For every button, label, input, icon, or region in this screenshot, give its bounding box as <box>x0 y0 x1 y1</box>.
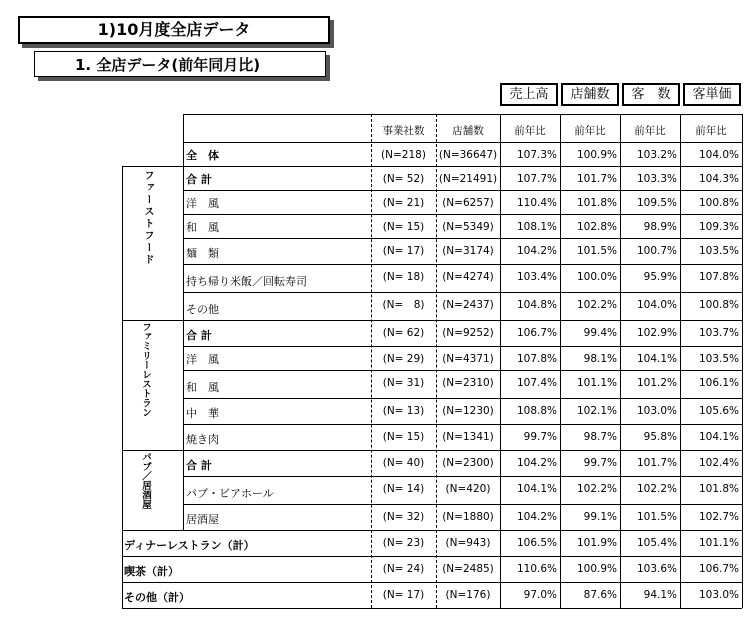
table-cell: 107.7% <box>516 173 557 185</box>
table-cell: 102.9% <box>636 327 677 339</box>
table-cell: 104.1% <box>698 431 739 443</box>
table-cell: 95.9% <box>643 271 677 283</box>
table-cell: 109.3% <box>698 221 739 233</box>
table-cell: 100.8% <box>698 197 739 209</box>
table-cell: (N=9252) <box>442 327 494 339</box>
row-label: 洋 風 <box>186 197 219 210</box>
row-label: 中 華 <box>186 407 219 420</box>
table-cell: 100.8% <box>698 299 739 311</box>
metric-header-customers: 客 数 <box>622 83 680 106</box>
row-label: 和 風 <box>186 221 219 234</box>
table-cell: (N=3174) <box>442 245 494 257</box>
row-label: 洋 風 <box>186 353 219 366</box>
table-rule <box>183 214 742 215</box>
table-cell: 103.6% <box>636 563 677 575</box>
table-cell: 106.5% <box>516 537 557 549</box>
subsection-heading: 1. 全店データ(前年同月比) <box>34 51 326 77</box>
table-cell: 103.0% <box>636 405 677 417</box>
table-cell: (N=420) <box>445 483 491 495</box>
table-cell: 107.8% <box>698 271 739 283</box>
table-cell: 106.7% <box>516 327 557 339</box>
table-rule <box>183 424 742 425</box>
table-cell: (N=2437) <box>442 299 494 311</box>
metric-header-sales: 売上高 <box>500 83 558 106</box>
column-header: 前年比 <box>514 125 546 137</box>
table-cell: 107.3% <box>516 149 557 161</box>
table-rule <box>183 398 742 399</box>
row-label: 持ち帰り米飯／回転寿司 <box>186 275 307 288</box>
row-label: 居酒屋 <box>186 513 219 526</box>
table-cell: 109.5% <box>636 197 677 209</box>
row-label: 和 風 <box>186 381 219 394</box>
table-rule <box>183 142 742 143</box>
row-label: 麺 類 <box>186 247 219 260</box>
table-cell: 102.1% <box>576 405 617 417</box>
metric-header-unit-price: 客単価 <box>683 83 741 106</box>
table-rule <box>183 264 742 265</box>
table-cell: 108.1% <box>516 221 557 233</box>
table-cell: 103.0% <box>698 589 739 601</box>
table-cell: (N= 21) <box>382 197 425 209</box>
table-cell: (N=2310) <box>442 377 494 389</box>
table-cell: 101.5% <box>576 245 617 257</box>
table-rule <box>122 320 742 321</box>
table-cell: (N= 15) <box>382 431 425 443</box>
row-label: その他（計） <box>124 591 190 604</box>
table-rule <box>183 370 742 371</box>
table-cell: 98.7% <box>583 431 617 443</box>
table-rule <box>122 608 742 609</box>
row-label: 合 計 <box>186 173 212 186</box>
table-cell: 104.2% <box>516 245 557 257</box>
table-cell: (N=6257) <box>442 197 494 209</box>
metric-header-stores: 店舗数 <box>561 83 619 106</box>
table-rule <box>122 166 123 608</box>
table-cell: 101.1% <box>698 537 739 549</box>
table-rule <box>122 166 742 167</box>
table-cell: (N=218) <box>381 149 426 161</box>
table-cell: 102.2% <box>636 483 677 495</box>
table-cell: (N= 15) <box>382 221 425 233</box>
table-cell: 100.9% <box>576 149 617 161</box>
table-cell: 102.8% <box>576 221 617 233</box>
column-header: 前年比 <box>695 125 727 137</box>
table-cell: (N= 23) <box>382 537 425 549</box>
table-cell: 101.2% <box>636 377 677 389</box>
table-cell: (N= 52) <box>382 173 425 185</box>
table-cell: 103.7% <box>698 327 739 339</box>
table-cell: (N=36647) <box>438 149 498 161</box>
table-rule <box>122 582 742 583</box>
table-cell: (N=5349) <box>442 221 494 233</box>
table-cell: (N= 13) <box>382 405 425 417</box>
table-cell: 101.5% <box>636 511 677 523</box>
table-cell: (N=943) <box>445 537 491 549</box>
table-cell: 98.9% <box>643 221 677 233</box>
row-label: 喫茶（計） <box>124 565 179 578</box>
table-cell: (N= 24) <box>382 563 425 575</box>
table-cell: (N= 62) <box>382 327 425 339</box>
table-cell: (N=21491) <box>438 173 498 185</box>
table-rule <box>742 114 743 608</box>
table-cell: 101.1% <box>576 377 617 389</box>
table-cell: 97.0% <box>523 589 557 601</box>
table-cell: 104.2% <box>516 511 557 523</box>
table-cell: 106.1% <box>698 377 739 389</box>
table-cell: 108.8% <box>516 405 557 417</box>
column-header: 前年比 <box>574 125 606 137</box>
table-rule <box>183 114 742 115</box>
table-cell: 94.1% <box>643 589 677 601</box>
table-cell: 99.1% <box>583 511 617 523</box>
table-cell: 107.8% <box>516 353 557 365</box>
table-rule <box>183 292 742 293</box>
table-cell: (N=1880) <box>442 511 494 523</box>
table-cell: 95.8% <box>643 431 677 443</box>
table-cell: (N= 17) <box>382 589 425 601</box>
column-header: 店舗数 <box>452 125 484 137</box>
table-rule <box>183 476 742 477</box>
table-cell: (N= 18) <box>382 271 425 283</box>
table-cell: 100.7% <box>636 245 677 257</box>
table-cell: (N=1230) <box>442 405 494 417</box>
table-cell: 102.4% <box>698 457 739 469</box>
row-label: 焼き肉 <box>186 433 219 446</box>
table-cell: 107.4% <box>516 377 557 389</box>
table-cell: 101.7% <box>576 173 617 185</box>
table-cell: 103.5% <box>698 353 739 365</box>
row-label: 合 計 <box>186 329 212 342</box>
table-rule <box>183 114 184 530</box>
table-cell: 103.4% <box>516 271 557 283</box>
table-cell: 103.5% <box>698 245 739 257</box>
table-cell: 104.8% <box>516 299 557 311</box>
table-cell: (N=4371) <box>442 353 494 365</box>
table-rule <box>183 238 742 239</box>
table-cell: 104.0% <box>698 149 739 161</box>
table-rule <box>183 504 742 505</box>
table-cell: (N= 14) <box>382 483 425 495</box>
column-header: 前年比 <box>634 125 666 137</box>
table-rule <box>122 530 742 531</box>
table-rule <box>183 346 742 347</box>
table-cell: 101.8% <box>698 483 739 495</box>
table-cell: 106.7% <box>698 563 739 575</box>
table-cell: (N=1341) <box>442 431 494 443</box>
table-cell: 101.7% <box>636 457 677 469</box>
table-cell: (N=4274) <box>442 271 494 283</box>
table-cell: (N= 31) <box>382 377 425 389</box>
table-cell: 99.4% <box>583 327 617 339</box>
table-cell: 102.2% <box>576 483 617 495</box>
table-cell: (N= 29) <box>382 353 425 365</box>
table-cell: 101.8% <box>576 197 617 209</box>
row-label: その他 <box>186 303 219 316</box>
table-cell: 102.2% <box>576 299 617 311</box>
table-cell: 99.7% <box>583 457 617 469</box>
column-header: 事業社数 <box>382 125 425 137</box>
table-cell: 105.4% <box>636 537 677 549</box>
table-cell: (N= 32) <box>382 511 425 523</box>
table-cell: (N=2300) <box>442 457 494 469</box>
table-cell: 101.9% <box>576 537 617 549</box>
table-cell: 99.7% <box>523 431 557 443</box>
table-cell: 105.6% <box>698 405 739 417</box>
table-cell: 104.1% <box>516 483 557 495</box>
table-cell: 100.9% <box>576 563 617 575</box>
row-label: 合 計 <box>186 459 212 472</box>
row-label: ディナーレストラン（計） <box>124 539 255 552</box>
group-label-fast-food: ファーストフード <box>142 170 153 266</box>
group-label-pub: パブ／居酒屋 <box>140 452 151 509</box>
group-label-family-restaurant: ファミリーレストラン <box>140 322 151 417</box>
table-cell: (N= 17) <box>382 245 425 257</box>
section-heading: 1)10月度全店データ <box>18 16 330 44</box>
table-rule <box>122 450 742 451</box>
table-cell: (N=2485) <box>442 563 494 575</box>
table-cell: 98.1% <box>583 353 617 365</box>
table-cell: (N= 40) <box>382 457 425 469</box>
table-cell: (N= 8) <box>382 299 425 311</box>
table-cell: 102.7% <box>698 511 739 523</box>
table-cell: 103.2% <box>636 149 677 161</box>
table-cell: 103.3% <box>636 173 677 185</box>
table-cell: 110.4% <box>516 197 557 209</box>
table-cell: 104.2% <box>516 457 557 469</box>
row-label: 全 体 <box>186 149 219 162</box>
table-rule <box>122 556 742 557</box>
table-cell: 104.1% <box>636 353 677 365</box>
table-cell: 87.6% <box>583 589 617 601</box>
table-cell: 110.6% <box>516 563 557 575</box>
row-label: パブ・ビアホール <box>186 487 274 500</box>
table-rule <box>183 190 742 191</box>
table-cell: 104.0% <box>636 299 677 311</box>
table-cell: 100.0% <box>576 271 617 283</box>
table-cell: 104.3% <box>698 173 739 185</box>
table-cell: (N=176) <box>445 589 491 601</box>
